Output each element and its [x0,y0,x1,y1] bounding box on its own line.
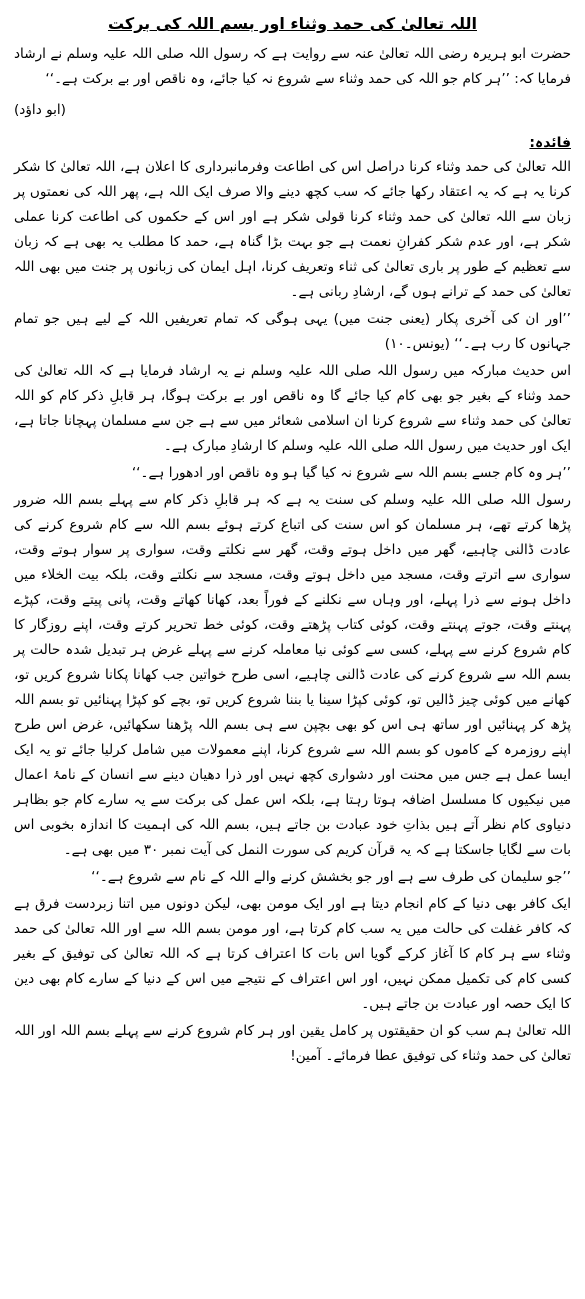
closing-dua: اللہ تعالیٰ ہم سب کو ان حقیقتوں پر کامل یقین اور ہر کام شروع کرنے سے پہلے بسم اللہ اور اللہ تعالیٰ کی حمد وثناء کی توفیق عطا فرمائے۔ آمین! [14,1023,571,1064]
page-title: اللہ تعالیٰ کی حمد وثناء اور بسم اللہ کی برکت [107,14,477,33]
paragraph-kafir-momin: ایک کافر بھی دنیا کے کام انجام دیتا ہے اور ایک مومن بھی، لیکن دونوں میں اتنا زبردست فرق ہے کہ کافر غفلت کی حالت میں یہ سب کام کرتا ہے، اور مومن بسم اللہ سے اور اللہ تعالیٰ کی حمد وثناء سے ہر کام کا آغاز کرکے گویا اس بات کا اعتراف کرتا ہے کہ اللہ تعالیٰ کی توفیق کے بغیر کسی کام کی تکمیل ممکن نہیں، اور اس اعتراف کے نتیجے میں اس کے دنیا کے سارے کام بھی دین کا ایک حصہ اور عبادت بن جاتے ہیں۔ [14,896,571,1012]
hadith-text: حضرت ابو ہریرہ رضی اللہ تعالیٰ عنہ سے روایت ہے کہ رسول اللہ صلی اللہ علیہ وسلم نے ارشاد فرمایا کہ: ’’ہر کام جو اللہ کی حمد وثناء سے شروع نہ کیا جائے، وہ ناقص اور بے برکت ہے۔‘‘ [14,46,571,87]
paragraph-intro: اللہ تعالیٰ کی حمد وثناء کرنا دراصل اس کی اطاعت وفرمانبرداری کا اعلان ہے، اللہ تعالیٰ کا شکر کرنا یہ ہے کہ یہ اعتقاد رکھا جائے کہ سب کچھ دینے والا صرف ایک اللہ ہے، پھر اللہ کی نعمتوں پر زبان سے اللہ تعالیٰ کی حمد وثناء کرنا قولی شکر ہے اور اس کے حکموں کی اطاعت کرنا عملی شکر ہے، اور عدم شکر کفرانِ نعمت ہے جو بہت بڑا گناہ ہے، حمد کا مطلب یہ بھی ہے کہ زبان سے تعظیم کے طور پر باری تعالیٰ کی ثناء وتعریف کرنا، اہل ایمان کی زبانوں پر جنت میں بھی اللہ تعالیٰ کی حمد کے ترانے ہوں گے، ارشادِ ربانی ہے۔ [14,159,571,300]
paragraph-hadith-explanation: اس حدیث مبارکہ میں رسول اللہ صلی اللہ علیہ وسلم نے یہ ارشاد فرمایا ہے کہ اللہ تعالیٰ کی حمد وثناء کے بغیر جو بھی کام کیا جائے گا وہ ناقص اور بے برکت ہوگا، ہر قابلِ ذکر کام کو اللہ تعالیٰ کی حمد وثناء سے شروع کرنا ان اسلامی شعائر میں سے ہے جن سے مسلمان پہچانا جاتا ہے، ایک اور حدیث میں رسول اللہ صلی اللہ علیہ وسلم کا ارشادِ مبارک ہے۔ [14,363,571,454]
faida-heading: فائدہ: [529,135,571,151]
hadith-reference: (ابو داؤد) [14,102,66,118]
hadith-quote-bismillah: ’’ہر وہ کام جسے بسم اللہ سے شروع نہ کیا گیا ہو وہ ناقص اور ادھورا ہے۔‘‘ [131,465,571,481]
paragraph-sunnah-bismillah: رسول اللہ صلی اللہ علیہ وسلم کی سنت یہ ہے کہ ہر قابلِ ذکر کام سے پہلے بسم اللہ ضرور پڑھا کرتے تھے، ہر مسلمان کو اس سنت کی اتباع کرتے ہوئے بسم اللہ سے کام شروع کرنے کی عادت ڈالنی چاہیے، گھر میں داخل ہوتے وقت، گھر سے نکلتے وقت، سواری پر سوار ہوتے وقت، سواری سے اترتے وقت، مسجد میں داخل ہوتے وقت، مسجد سے نکلتے وقت، بلکہ بیت الخلاء میں داخل ہونے سے ذرا پہلے، اور وہاں سے نکلنے کے فوراً بعد، کھانا کھاتے وقت، پانی پیتے وقت، کپڑے پہنتے وقت، جوتے پہنتے وقت، کوئی کتاب پڑھتے وقت، کوئی خط تحریر کرتے وقت، اپنے روزگار کا کام شروع کرنے سے پہلے، کسی سے کوئی نیا معاملہ کرنے سے پہلے غرض ہر تبدیل شدہ حالت پر بسم اللہ سے شروع کرنے کی عادت ڈالنی چاہیے، اسی طرح خواتین جب کھانا پکانا شروع کریں تو، کھانے میں کوئی چیز ڈالیں تو، کوئی کپڑا سینا یا بننا شروع کریں تو، بچے کو کپڑا پہنائیں تو بسم اللہ پڑھ کر پہنائیں اور ساتھ ہی اس کو بھی بچپن سے ہی بسم اللہ پڑھنا سکھائیں، غرض اس طرح اپنے روزمرہ کے کاموں کو بسم اللہ سے شروع کرنا، اپنے معمولات میں شامل کرلیا جائے تو یہ ایک ایسا عمل ہے جس میں محنت اور دشواری کچھ نہیں اور ذرا دھیان دینے سے انسان کے نامۂ اعمال میں نیکیوں کا مسلسل اضافہ ہوتا رہتا ہے، بلکہ اس عمل کی برکت سے یہ سارے کام جو بظاہر دنیاوی کام نظر آتے ہیں بذاتِ خود عبادت بن جاتے ہیں، بسم اللہ کی اہمیت کا اندازہ بخوبی اس بات سے لگایا جاسکتا ہے کہ یہ قرآن کریم کی سورت النمل کی آیت نمبر ۳۰ میں بھی ہے۔ [14,492,571,858]
quran-quote-yunus: ’’اور ان کی آخری پکار (یعنی جنت میں) یہی ہوگی کہ تمام تعریفیں اللہ کے لیے ہیں جو تمام جہانوں کا رب ہے۔‘‘ (یونس۔۱۰) [14,311,571,352]
quran-quote-naml: ’’جو سلیمان کی طرف سے ہے اور جو بخشش کرنے والے اللہ کے نام سے شروع ہے۔‘‘ [91,869,571,885]
